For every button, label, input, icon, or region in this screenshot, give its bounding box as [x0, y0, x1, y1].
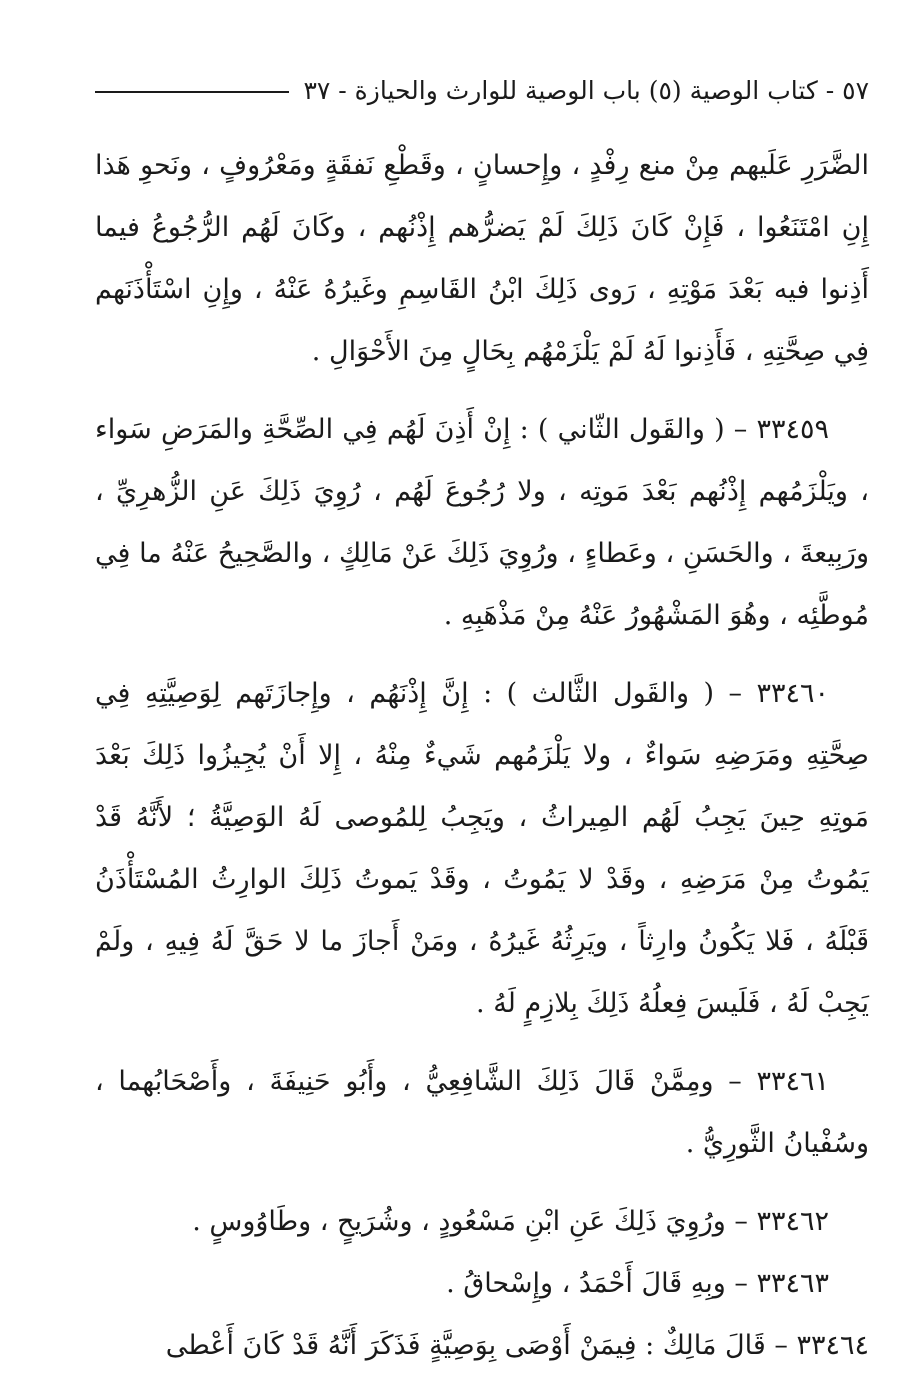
paragraph [95, 135, 869, 383]
paragraph-text: – وبِهِ قَالَ أَحْمَدُ ، وإِسْحاقُ . [446, 1268, 748, 1299]
paragraph-number: ٣٣٤٦٤ [796, 1330, 869, 1361]
paragraph-text: الضَّرَرِ عَلَيهم مِنْ منع رِفْدٍ ، وإِحسانٍ ، وقَطْعِ نَفقَةٍ ومَعْرُوفٍ ، ونَحوِ هَذا إِنِ امْتَنَعُوا ، فَإِنْ كَانَ ذَلِكَ لَمْ يَضرُّهم إِذْنُهم ، وكَانَ لَهُم الرُّجُوعُ فيما أَذِنوا فيه بَعْدَ مَوْتِهِ ، رَوى ذَلِكَ ابْنُ القَاسِمِ وغَيرُهُ عَنْهُ ، وإِنِ اسْتَأْذَنَهم فِي صِحَّتِهِ ، فَأَذِنوا لَهُ لَمْ يَلْزَمْهُم بِحَالٍ مِنَ الأَحْوَالِ . [95, 150, 869, 367]
page-body [95, 135, 869, 1377]
paragraph-text: – قَالَ مَالِكٌ : فِيمَنْ أَوْصَى بِوَصِيَّةٍ فَذَكَرَ أَنَّهُ قَدْ كَانَ أَعْطى [165, 1330, 788, 1361]
paragraph-text: – ( والقَول الثَّالث ) : إِنَّ إِذْنَهُم ، وإِجازَتَهم لِوَصِيَّتِهِ فِي صِحَّتِهِ ومَرَضِهِ سَواءٌ ، ولا يَلْزَمُهم شَيءٌ مِنْهُ ، إِلا أَنْ يُجِيزُوا ذَلِكَ بَعْدَ مَوتِهِ حِينَ يَجِبُ لَهُم المِيراثُ ، ويَجِبُ لِلمُوصى لَهُ الوَصِيَّةُ ؛ لأَنَّهُ قَدْ يَمُوتُ مِنْ مَرَضِهِ ، وقَدْ لا يَمُوتُ ، وقَدْ يَموتُ ذَلِكَ الوارِثُ المُسْتَأْذَنُ قَبْلَهُ ، فَلا يَكُونُ وارِثاً ، ويَرِثُهُ غَيرُهُ ، ومَنْ أَجازَ ما لا حَقَّ لَهُ فِيهِ ، ولَمْ يَجِبْ لَهُ ، فَلَيسَ فِعلُهُ ذَلِكَ بِلازِمٍ لَهُ . [95, 678, 869, 1019]
paragraph-number: ٣٣٤٥٩ [756, 414, 829, 445]
header-rule [95, 91, 289, 93]
paragraph-number: ٣٣٤٦٢ [756, 1206, 829, 1237]
paragraph-text: – ورُوِيَ ذَلِكَ عَنِ ابْنِ مَسْعُودٍ ، وشُرَيحٍ ، وطَاوُوسٍ . [192, 1206, 748, 1237]
paragraph [95, 1253, 869, 1315]
running-header [95, 70, 869, 110]
paragraph [95, 1191, 869, 1253]
paragraph [95, 1051, 869, 1175]
paragraph-text: – ومِمَّنْ قَالَ ذَلِكَ الشَّافِعِيُّ ، وأَبُو حَنِيفَةَ ، وأَصْحَابُهما ، وسُفْيانُ الثَّورِيُّ . [95, 1066, 869, 1159]
paragraph [95, 663, 869, 1035]
paragraph [95, 1315, 869, 1377]
header-title: ٥٧ - كتاب الوصية (٥) باب الوصية للوارث والحيازة - ٣٧ [303, 75, 869, 105]
paragraph-text: – ( والقَول الثّاني ) : إِنْ أَذِنَ لَهُم فِي الصِّحَّةِ والمَرَضِ سَواء ، ويَلْزَمُهم إِذْنُهم بَعْدَ مَوتِه ، ولا رُجُوعَ لَهُم ، رُوِيَ ذَلِكَ عَنِ الزُّهرِيِّ ، ورَبِيعةَ ، والحَسَنِ ، وعَطاءٍ ، ورُوِيَ ذَلِكَ عَنْ مَالِكٍ ، والصَّحِيحُ عَنْهُ ما فِي مُوطَّئِه ، وهُوَ المَشْهُورُ عَنْهُ مِنْ مَذْهَبِهِ . [95, 414, 869, 631]
paragraph-number: ٣٣٤٦٣ [756, 1268, 829, 1299]
paragraph-number: ٣٣٤٦١ [756, 1066, 829, 1097]
paragraph [95, 399, 869, 647]
paragraph-number: ٣٣٤٦٠ [756, 678, 829, 709]
